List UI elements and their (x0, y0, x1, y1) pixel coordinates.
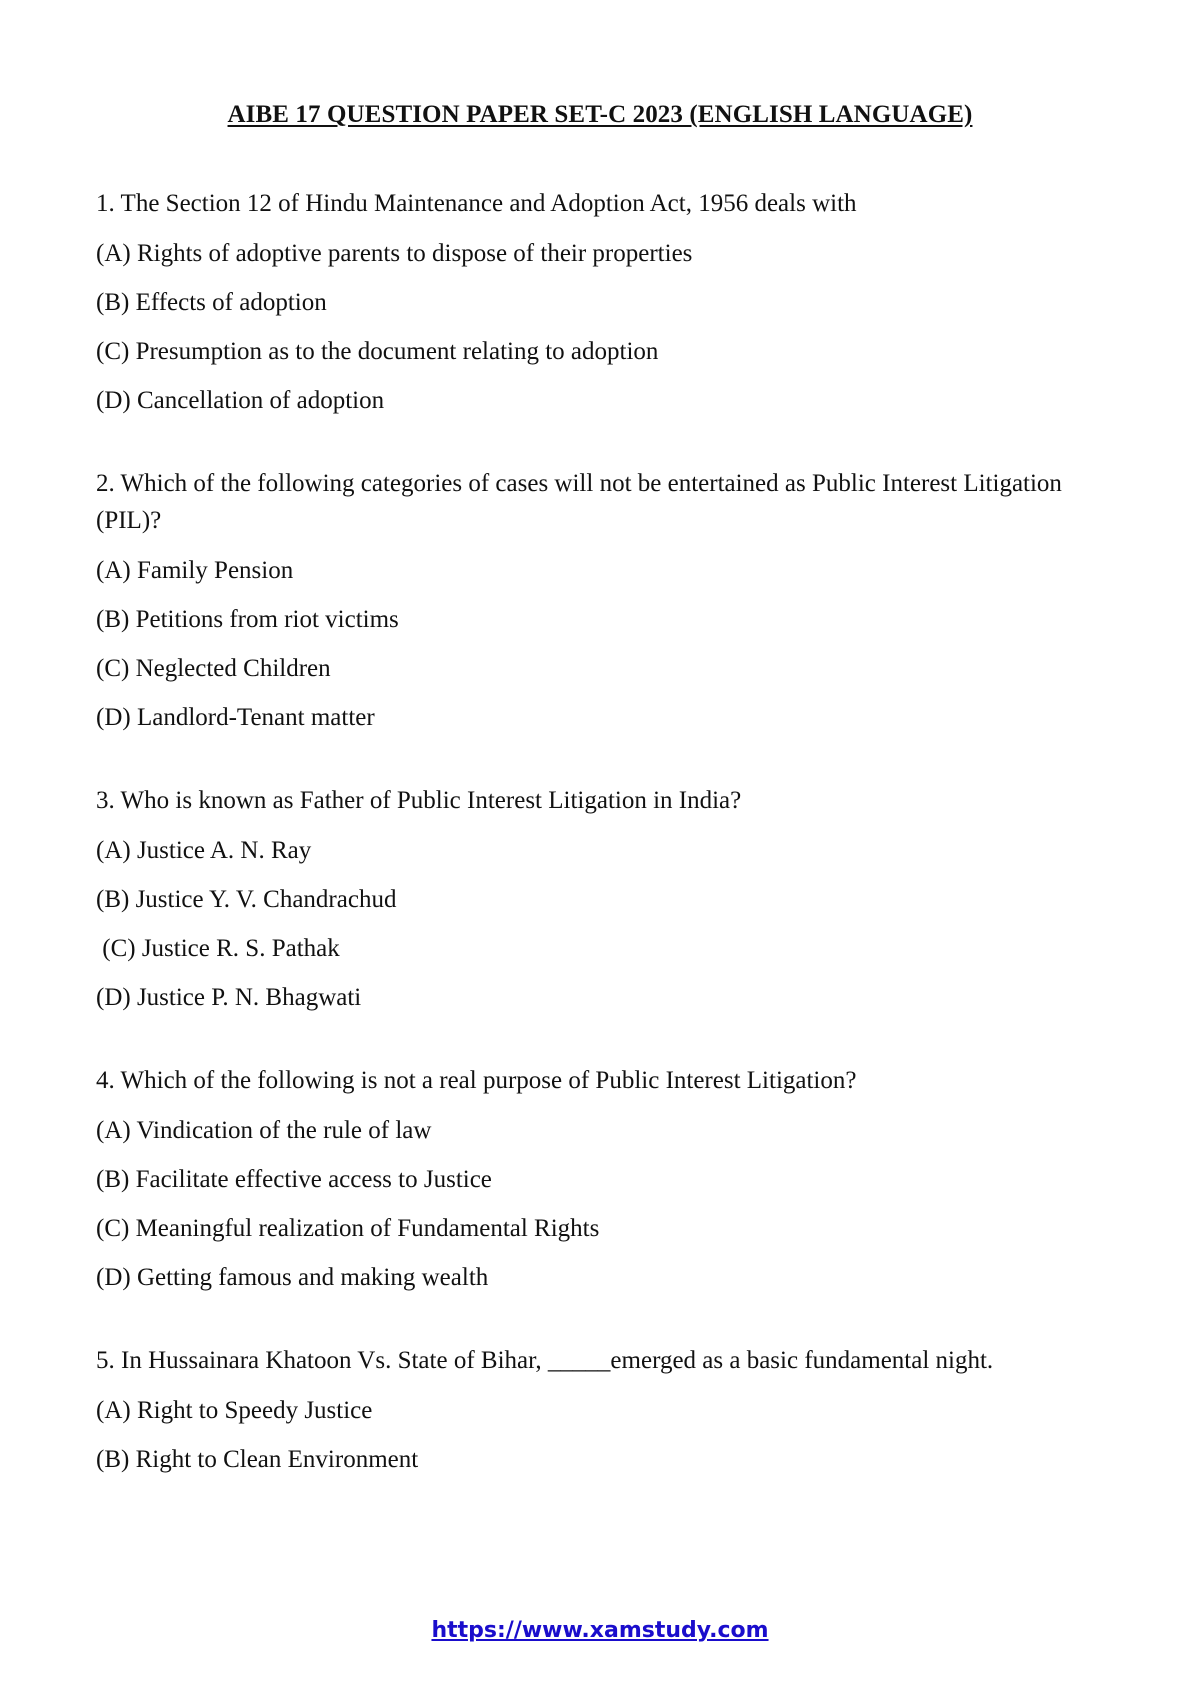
option-a: (A) Vindication of the rule of law (96, 1117, 432, 1144)
question-1 (96, 185, 1096, 419)
option-a: (A) Rights of adoptive parents to dispose of their properties (96, 240, 693, 267)
question-text: 5. In Hussainara Khatoon Vs. State of Bihar, _____emerged as a basic fundamental night. (96, 1347, 994, 1374)
page-title: AIBE 17 QUESTION PAPER SET-C 2023 (ENGLISH LANGUAGE) (227, 101, 973, 128)
option-d: (D) Justice P. N. Bhagwati (96, 984, 362, 1011)
option-d: (D) Landlord-Tenant matter (96, 704, 375, 731)
option-c: (C) Justice R. S. Pathak (96, 935, 340, 962)
option-c: (C) Neglected Children (96, 655, 331, 682)
option-d: (D) Getting famous and making wealth (96, 1264, 489, 1291)
option-b: (B) Justice Y. V. Chandrachud (96, 886, 397, 913)
option-b: (B) Effects of adoption (96, 289, 327, 316)
option-a: (A) Family Pension (96, 557, 294, 584)
question-3 (96, 782, 1096, 1016)
option-b: (B) Petitions from riot victims (96, 606, 399, 633)
question-5 (96, 1342, 1096, 1478)
option-b: (B) Right to Clean Environment (96, 1446, 419, 1473)
option-b: (B) Facilitate effective access to Justice (96, 1166, 492, 1193)
option-c: (C) Meaningful realization of Fundamental Rights (96, 1215, 600, 1242)
question-text: 2. Which of the following categories of cases will not be entertained as Public Interest Litigation (PIL)? (96, 470, 1062, 534)
question-list (96, 185, 1096, 1524)
question-text: 4. Which of the following is not a real purpose of Public Interest Litigation? (96, 1067, 857, 1094)
website-link[interactable]: https://www.xamstudy.com (431, 1618, 769, 1643)
question-text: 1. The Section 12 of Hindu Maintenance and Adoption Act, 1956 deals with (96, 190, 857, 217)
question-4 (96, 1062, 1096, 1296)
option-a: (A) Right to Speedy Justice (96, 1397, 373, 1424)
question-2 (96, 465, 1096, 736)
option-a: (A) Justice A. N. Ray (96, 837, 312, 864)
option-c: (C) Presumption as to the document relating to adoption (96, 338, 659, 365)
question-text: 3. Who is known as Father of Public Interest Litigation in India? (96, 787, 742, 814)
option-d: (D) Cancellation of adoption (96, 387, 385, 414)
page-footer (0, 1618, 1200, 1643)
